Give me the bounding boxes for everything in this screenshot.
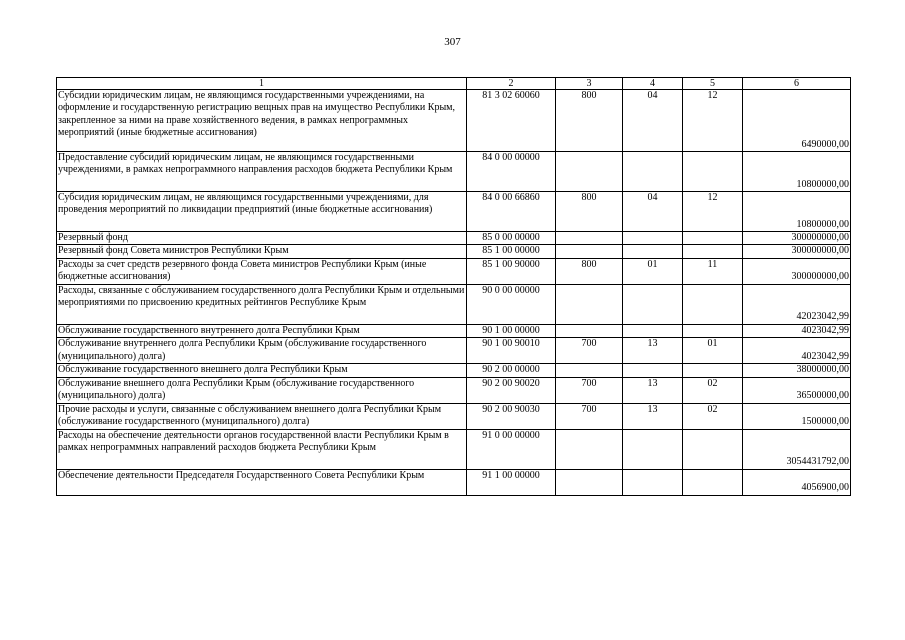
row-amount-cell: 300000000,00 bbox=[743, 245, 851, 258]
row-name-cell: Обслуживание внутреннего долга Республики Крым (обслуживание государственного (муниципального) долга) bbox=[57, 338, 467, 364]
row-vr-cell bbox=[556, 284, 623, 324]
table-row bbox=[57, 284, 851, 324]
row-amount-cell: 6490000,00 bbox=[743, 90, 851, 152]
row-amount-cell: 4023042,99 bbox=[743, 338, 851, 364]
row-vr-cell: 700 bbox=[556, 377, 623, 403]
row-rz-cell: 13 bbox=[623, 377, 683, 403]
row-rz-cell bbox=[623, 469, 683, 495]
row-amount-cell: 4056900,00 bbox=[743, 469, 851, 495]
row-code-cell: 90 2 00 00000 bbox=[467, 364, 556, 377]
row-code-cell: 90 2 00 90020 bbox=[467, 377, 556, 403]
row-code-cell: 90 1 00 00000 bbox=[467, 324, 556, 337]
table-body bbox=[57, 90, 851, 496]
row-rz-cell: 13 bbox=[623, 338, 683, 364]
table-row bbox=[57, 469, 851, 495]
row-amount-cell: 10800000,00 bbox=[743, 152, 851, 192]
row-amount-cell: 38000000,00 bbox=[743, 364, 851, 377]
row-pr-cell: 11 bbox=[683, 258, 743, 284]
row-name-cell: Предоставление субсидий юридическим лицам, не являющимся государственными учреждениями, в рамках непрограммного направления расходов бюджета Республики Крым bbox=[57, 152, 467, 192]
page-number: 307 bbox=[444, 36, 461, 48]
row-rz-cell bbox=[623, 152, 683, 192]
row-pr-cell: 12 bbox=[683, 90, 743, 152]
row-vr-cell bbox=[556, 324, 623, 337]
row-pr-cell: 12 bbox=[683, 192, 743, 232]
row-vr-cell bbox=[556, 152, 623, 192]
row-vr-cell: 800 bbox=[556, 192, 623, 232]
table-row bbox=[57, 90, 851, 152]
row-rz-cell: 13 bbox=[623, 403, 683, 429]
table-row bbox=[57, 364, 851, 377]
header-cell: 5 bbox=[683, 78, 743, 90]
row-amount-cell: 42023042,99 bbox=[743, 284, 851, 324]
table-row bbox=[57, 324, 851, 337]
row-name-cell: Расходы, связанные с обслуживанием государственного долга Республики Крым и отдельными мероприятиями по присвоению кредитных рейтингов Республике Крым bbox=[57, 284, 467, 324]
row-name-cell: Прочие расходы и услуги, связанные с обслуживанием внешнего долга Республики Крым (обслуживание государственного (муниципального) долга) bbox=[57, 403, 467, 429]
row-rz-cell bbox=[623, 245, 683, 258]
row-amount-cell: 1500000,00 bbox=[743, 403, 851, 429]
row-vr-cell bbox=[556, 364, 623, 377]
table-row bbox=[57, 192, 851, 232]
row-code-cell: 90 1 00 90010 bbox=[467, 338, 556, 364]
row-rz-cell bbox=[623, 429, 683, 469]
row-pr-cell: 01 bbox=[683, 338, 743, 364]
row-name-cell: Обслуживание государственного внешнего долга Республики Крым bbox=[57, 364, 467, 377]
row-vr-cell bbox=[556, 245, 623, 258]
header-cell: 2 bbox=[467, 78, 556, 90]
row-pr-cell: 02 bbox=[683, 377, 743, 403]
header-cell: 3 bbox=[556, 78, 623, 90]
row-rz-cell bbox=[623, 232, 683, 245]
row-pr-cell bbox=[683, 245, 743, 258]
header-row bbox=[57, 78, 851, 90]
row-amount-cell: 10800000,00 bbox=[743, 192, 851, 232]
row-name-cell: Субсидия юридическим лицам, не являющимся государственными учреждениями, для проведения мероприятий по ликвидации предприятий (иные бюджетные ассигнования) bbox=[57, 192, 467, 232]
row-name-cell: Расходы на обеспечение деятельности органов государственной власти Республики Крым в рамках непрограммных направлений расходов бюджета Республики Крым bbox=[57, 429, 467, 469]
row-code-cell: 85 1 00 90000 bbox=[467, 258, 556, 284]
row-code-cell: 85 0 00 00000 bbox=[467, 232, 556, 245]
row-vr-cell: 700 bbox=[556, 338, 623, 364]
row-pr-cell: 02 bbox=[683, 403, 743, 429]
row-amount-cell: 300000000,00 bbox=[743, 258, 851, 284]
table-row bbox=[57, 338, 851, 364]
row-code-cell: 90 2 00 90030 bbox=[467, 403, 556, 429]
row-name-cell: Резервный фонд Совета министров Республики Крым bbox=[57, 245, 467, 258]
row-pr-cell bbox=[683, 284, 743, 324]
table-row bbox=[57, 245, 851, 258]
row-name-cell: Расходы за счет средств резервного фонда Совета министров Республики Крым (иные бюджетные ассигнования) bbox=[57, 258, 467, 284]
row-pr-cell bbox=[683, 364, 743, 377]
row-amount-cell: 4023042,99 bbox=[743, 324, 851, 337]
row-name-cell: Резервный фонд bbox=[57, 232, 467, 245]
row-pr-cell bbox=[683, 429, 743, 469]
row-name-cell: Обслуживание государственного внутреннего долга Республики Крым bbox=[57, 324, 467, 337]
row-vr-cell bbox=[556, 232, 623, 245]
row-rz-cell: 04 bbox=[623, 90, 683, 152]
row-pr-cell bbox=[683, 232, 743, 245]
row-pr-cell bbox=[683, 324, 743, 337]
table-row bbox=[57, 377, 851, 403]
row-code-cell: 91 1 00 00000 bbox=[467, 469, 556, 495]
row-code-cell: 90 0 00 00000 bbox=[467, 284, 556, 324]
row-vr-cell bbox=[556, 429, 623, 469]
row-code-cell: 84 0 00 66860 bbox=[467, 192, 556, 232]
row-vr-cell: 700 bbox=[556, 403, 623, 429]
row-code-cell: 85 1 00 00000 bbox=[467, 245, 556, 258]
row-amount-cell: 36500000,00 bbox=[743, 377, 851, 403]
row-name-cell: Обслуживание внешнего долга Республики Крым (обслуживание государственного (муниципального) долга) bbox=[57, 377, 467, 403]
row-vr-cell: 800 bbox=[556, 258, 623, 284]
row-name-cell: Субсидии юридическим лицам, не являющимся государственными учреждениями, на оформление и государственную регистрацию вещных прав на имущество Республики Крым, закрепленное за ними на праве хозяйственного ведения, в рамках непрограммных мероприятий (иные бюджетные ассигнования) bbox=[57, 90, 467, 152]
header-cell: 4 bbox=[623, 78, 683, 90]
table-row bbox=[57, 152, 851, 192]
row-rz-cell bbox=[623, 364, 683, 377]
row-name-cell: Обеспечение деятельности Председателя Государственного Совета Республики Крым bbox=[57, 469, 467, 495]
row-code-cell: 84 0 00 00000 bbox=[467, 152, 556, 192]
row-rz-cell: 04 bbox=[623, 192, 683, 232]
row-code-cell: 91 0 00 00000 bbox=[467, 429, 556, 469]
row-pr-cell bbox=[683, 469, 743, 495]
row-vr-cell: 800 bbox=[556, 90, 623, 152]
budget-table bbox=[56, 77, 851, 496]
table-row bbox=[57, 258, 851, 284]
row-vr-cell bbox=[556, 469, 623, 495]
row-rz-cell: 01 bbox=[623, 258, 683, 284]
row-code-cell: 81 3 02 60060 bbox=[467, 90, 556, 152]
row-rz-cell bbox=[623, 324, 683, 337]
table-row bbox=[57, 232, 851, 245]
header-cell: 1 bbox=[57, 78, 467, 90]
row-rz-cell bbox=[623, 284, 683, 324]
row-amount-cell: 300000000,00 bbox=[743, 232, 851, 245]
table-row bbox=[57, 403, 851, 429]
row-pr-cell bbox=[683, 152, 743, 192]
row-amount-cell: 3054431792,00 bbox=[743, 429, 851, 469]
header-cell: 6 bbox=[743, 78, 851, 90]
table-row bbox=[57, 429, 851, 469]
